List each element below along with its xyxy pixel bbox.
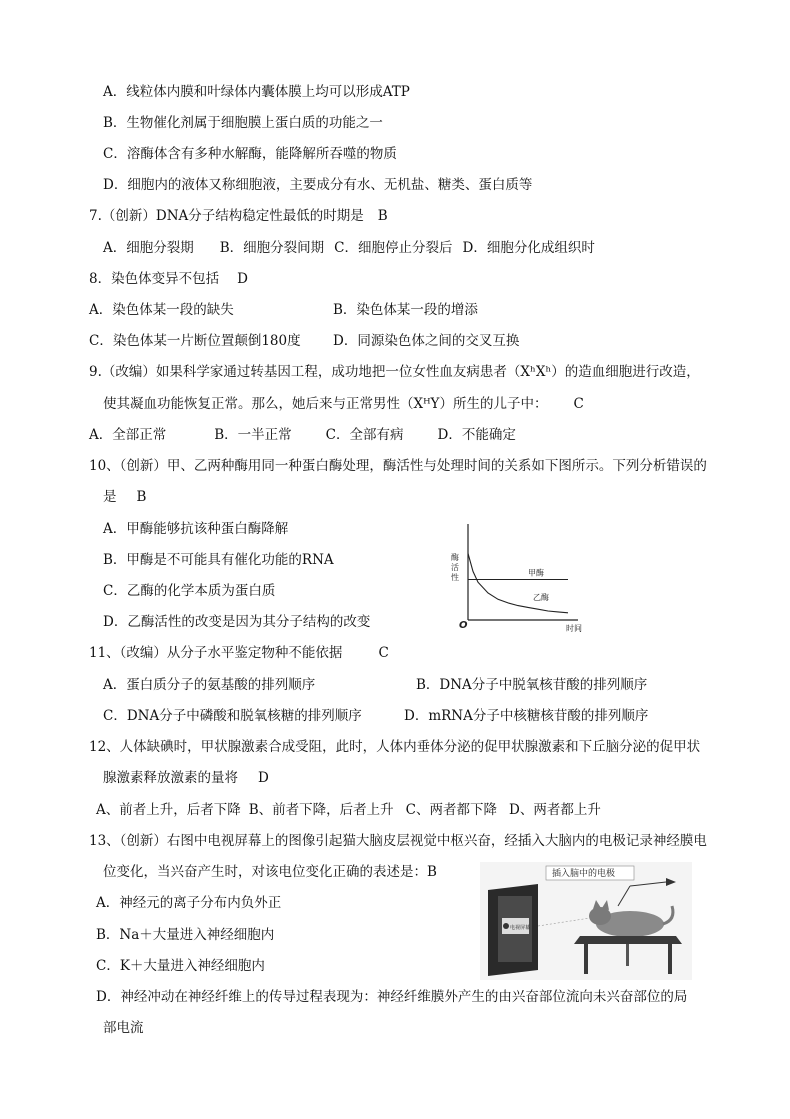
series-line-2 bbox=[468, 553, 568, 612]
q11-answer: C bbox=[378, 645, 389, 661]
q12-option-b: B、前者下降，后者上升 bbox=[248, 802, 394, 818]
q13-option-c: C．K＋大量进入神经细胞内 bbox=[96, 958, 265, 974]
q8-stem bbox=[89, 269, 248, 289]
q7-option-b: B．细胞分裂间期 bbox=[219, 240, 325, 256]
q6-option-c: C．溶酶体含有多种水解酶，能降解所吞噬的物质 bbox=[103, 146, 397, 162]
q13-stem-line2: 位变化，当兴奋产生时，对该电位变化正确的表述是：B bbox=[103, 864, 437, 880]
q6-option-a: A．线粒体内膜和叶绿体内囊体膜上均可以形成ATP bbox=[103, 84, 410, 100]
q7-stem bbox=[89, 206, 388, 226]
q12-option-d: D、两者都上升 bbox=[509, 802, 601, 818]
q8-option-b: B．染色体某一段的增添 bbox=[333, 302, 478, 318]
q9-option-c: C．全部有病 bbox=[325, 427, 404, 443]
q12-stem-line2 bbox=[103, 768, 269, 788]
q12-option-a: A、前者上升，后者下降 bbox=[96, 802, 241, 818]
q7-option-c: C．细胞停止分裂后 bbox=[334, 240, 453, 256]
q7-option-a: A．细胞分裂期 bbox=[103, 240, 194, 256]
q12-answer: D bbox=[258, 770, 269, 786]
q8-option-c: C．染色体某一片断位置颠倒180度 bbox=[89, 333, 301, 349]
xlabel-text: 时间 bbox=[566, 624, 582, 633]
q11-text: 11、（改编）从分子水平鉴定物种不能依据 bbox=[89, 645, 343, 661]
q10-stem-line1: 10、（创新）甲、乙两种酶用同一种蛋白酶处理，酶活性与处理时间的关系如下图所示。下列分析错误的 bbox=[89, 458, 707, 474]
screen-label: 电视屏幕 bbox=[510, 925, 531, 931]
q9-option-a: A．全部正常 bbox=[89, 427, 167, 443]
ylabel-char: 性 bbox=[451, 573, 459, 582]
q12-text: 腺激素释放激素的量将 bbox=[103, 770, 238, 786]
q7-option-d: D．细胞分化成组织时 bbox=[462, 240, 595, 256]
q12-option-c: C、两者都下降 bbox=[405, 802, 498, 818]
q7-text: 7.（创新）DNA分子结构稳定性最低的时期是 bbox=[89, 208, 364, 224]
q13-option-d-line2: 部电流 bbox=[103, 1020, 144, 1036]
q12-stem-line1: 12、人体缺碘时，甲状腺激素合成受阻，此时，人体内垂体分泌的促甲状腺激素和下丘脑分泌的促甲状 bbox=[89, 739, 701, 755]
q9-options bbox=[89, 425, 516, 445]
q8-answer: D bbox=[237, 271, 248, 287]
q6-option-d: D．细胞内的液体又称细胞液，主要成分有水、无机盐、糖类、蛋白质等 bbox=[103, 177, 533, 193]
q7-options bbox=[103, 238, 595, 258]
enzyme-activity-chart bbox=[448, 520, 598, 638]
electrode-caption: 插入脑中的电极 bbox=[552, 869, 616, 879]
q9-text: 使其凝血功能恢复正常。那么，她后来与正常男性（XᴴY）所生的儿子中： bbox=[103, 396, 548, 412]
series-label-1: 甲酶 bbox=[528, 568, 544, 578]
q8-option-d: D．同源染色体之间的交叉互换 bbox=[333, 333, 520, 349]
ylabel-char: 酶 bbox=[451, 553, 459, 562]
q10-option-b: B．甲酶是不可能具有催化功能的RNA bbox=[103, 552, 334, 568]
q11-option-a: A．蛋白质分子的氨基酸的排列顺序 bbox=[103, 677, 316, 693]
q13-option-d-line1: D．神经冲动在神经纤维上的传导过程表现为：神经纤维膜外产生的由兴奋部位流向未兴奋部位的局 bbox=[96, 989, 688, 1005]
ylabel-text bbox=[451, 552, 459, 582]
q9-stem-line1: 9.（改编）如果科学家通过转基因工程，成功地把一位女性血友病患者（XʰXʰ）的造血细胞进行改造， bbox=[89, 364, 700, 380]
q8-option-a: A．染色体某一段的缺失 bbox=[89, 302, 234, 318]
q10-answer: B bbox=[136, 489, 147, 505]
q10-option-d: D．乙酶活性的改变是因为其分子结构的改变 bbox=[103, 614, 371, 630]
q11-option-c: C．DNA分子中磷酸和脱氧核糖的排列顺序 bbox=[103, 708, 362, 724]
q11-option-d: D．mRNA分子中核糖核苷酸的排列顺序 bbox=[404, 708, 649, 724]
q9-option-d: D．不能确定 bbox=[437, 427, 516, 443]
q13-option-b: B．Na＋大量进入神经细胞内 bbox=[96, 927, 275, 943]
series-label-2: 乙酶 bbox=[533, 593, 549, 603]
q10-text: 是 bbox=[103, 489, 117, 505]
q9-stem-line2 bbox=[103, 394, 584, 414]
q9-answer: C bbox=[573, 396, 584, 412]
q6-option-b: B．生物催化剂属于细胞膜上蛋白质的功能之一 bbox=[103, 115, 383, 131]
q13-stem-line1: 13、（创新）右图中电视屏幕上的图像引起猫大脑皮层视觉中枢兴奋，经插入大脑内的电极记录神经膜电 bbox=[89, 833, 707, 849]
q12-options bbox=[96, 800, 601, 820]
q11-option-b: B．DNA分子中脱氧核苷酸的排列顺序 bbox=[416, 677, 648, 693]
origin-label: O bbox=[459, 620, 468, 631]
q10-stem-line2 bbox=[103, 487, 146, 507]
q9-option-b: B．一半正常 bbox=[214, 427, 292, 443]
q10-option-a: A．甲酶能够抗该种蛋白酶降解 bbox=[103, 521, 289, 537]
q11-stem bbox=[89, 643, 389, 663]
q13-option-a: A．神经元的离子分布内负外正 bbox=[96, 895, 282, 911]
cat-electrode-figure bbox=[480, 862, 692, 980]
q8-text: 8．染色体变异不包括 bbox=[89, 271, 220, 287]
q7-answer: B bbox=[377, 208, 388, 224]
q10-option-c: C．乙酶的化学本质为蛋白质 bbox=[103, 583, 276, 599]
ylabel-char: 活 bbox=[451, 563, 459, 572]
